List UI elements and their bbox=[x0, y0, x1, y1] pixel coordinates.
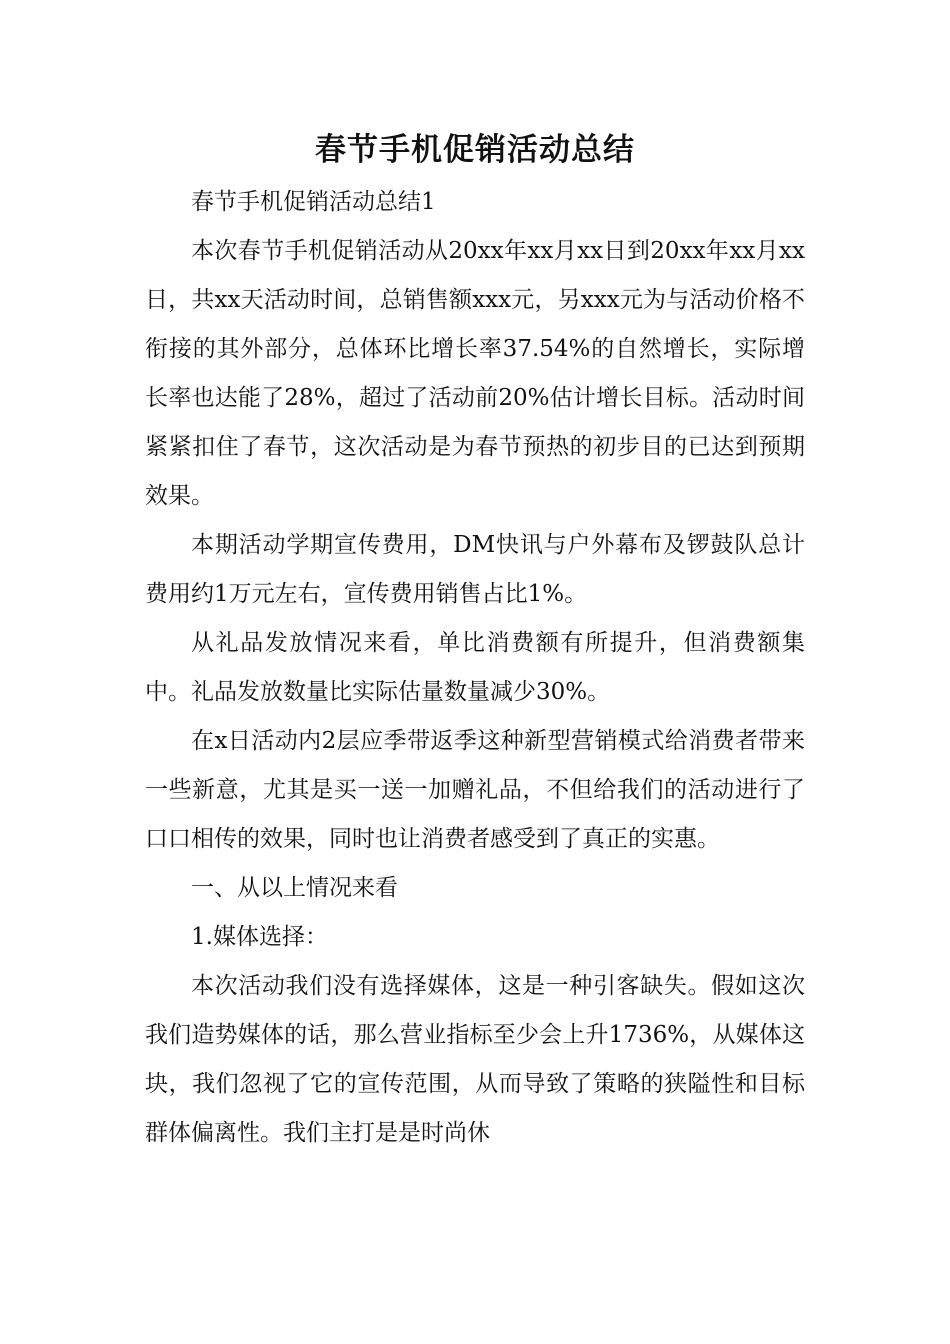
paragraph-media: 本次活动我们没有选择媒体，这是一种引客缺失。假如这次我们造势媒体的话，那么营业指标至少会上升1736%，从媒体这块，我们忽视了它的宣传范围，从而导致了策略的狭隘性和目标群体偏离性。我们主打是是时尚休 bbox=[145, 973, 805, 1146]
subheading-analysis: 一、从以上情况来看 bbox=[191, 875, 398, 901]
document-title: 春节手机促销活动总结 bbox=[315, 132, 635, 168]
paragraph-gifts: 从礼品发放情况来看，单比消费额有所提升，但消费额集中。礼品发放数量比实际估量数量减少30%。 bbox=[145, 630, 805, 705]
subheading-media-selection: 1.媒体选择： bbox=[191, 924, 328, 950]
paragraph-marketing-mode: 在x日活动内2层应季带返季这种新型营销模式给消费者带来一些新意，尤其是买一送一加赠礼品，不但给我们的活动进行了口口相传的效果，同时也让消费者感受到了真正的实惠。 bbox=[145, 728, 805, 852]
paragraph-advertising-cost: 本期活动学期宣传费用，DM快讯与户外幕布及锣鼓队总计费用约1万元左右，宣传费用销售占比1%。 bbox=[145, 532, 805, 607]
paragraph-overview: 本次春节手机促销活动从20xx年xx月xx日到20xx年xx月xx日，共xx天活动时间，总销售额xxx元，另xxx元为与活动价格不衔接的其外部分，总体环比增长率37.54%的自然增长，实际增长率也达能了28%，超过了活动前20%估计增长目标。活动时间紧紧扣住了春节，这次活动是为春节预热的初步目的已达到预期效果。 bbox=[145, 238, 805, 509]
section-heading: 春节手机促销活动总结1 bbox=[191, 189, 436, 215]
document-body bbox=[145, 128, 805, 1158]
